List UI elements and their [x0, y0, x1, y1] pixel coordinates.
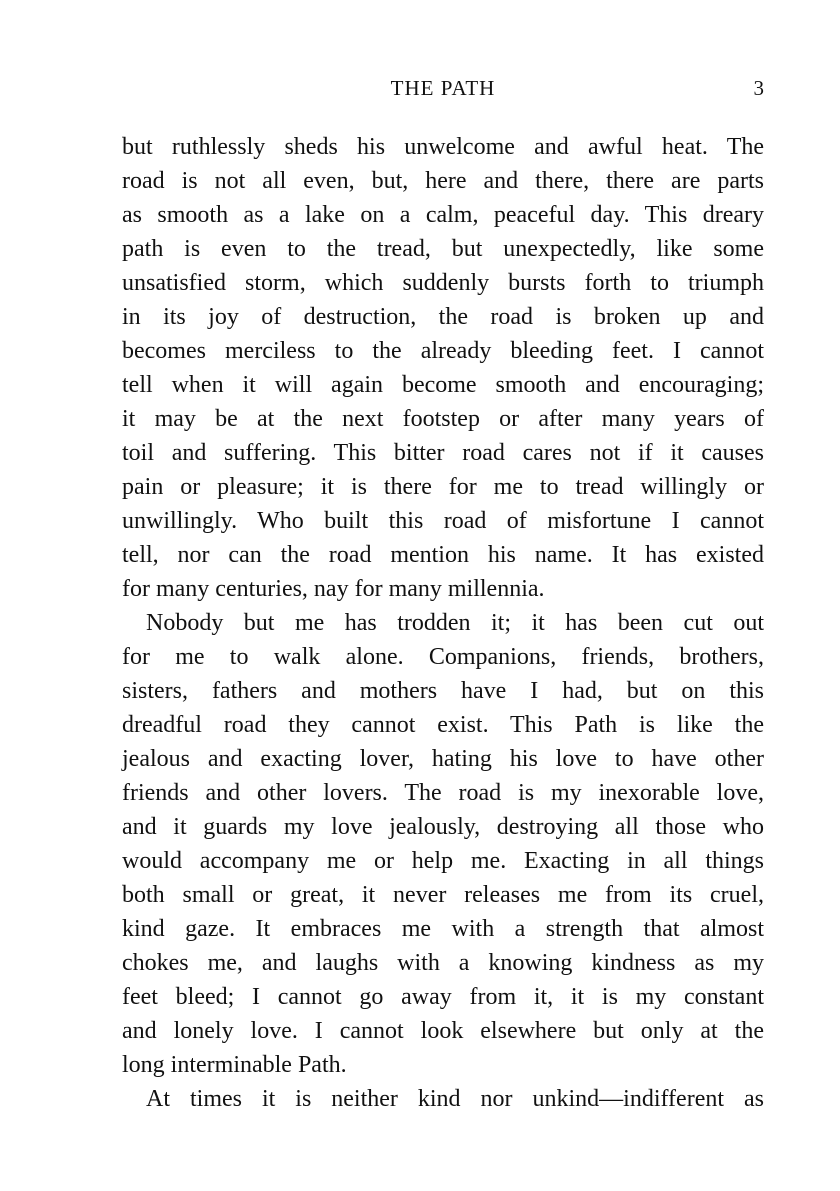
page-number: 3: [753, 76, 764, 100]
paragraph-2: [122, 606, 764, 1082]
text-line: would accompany me or help me. Exacting in all things: [122, 848, 764, 874]
text-line: unsatisfied storm, which suddenly bursts forth to triumph: [122, 270, 764, 296]
text-line: tell when it will again become smooth and encouraging;: [122, 372, 764, 398]
text-line: dreadful road they cannot exist. This Path is like the: [122, 712, 764, 738]
text-line: and lonely love. I cannot look elsewhere but only at the: [122, 1018, 764, 1044]
text-line: becomes merciless to the already bleeding feet. I cannot: [122, 338, 764, 364]
text-line: but ruthlessly sheds his unwelcome and awful heat. The: [122, 134, 764, 160]
text-line: At times it is neither kind nor unkind—indifferent as: [146, 1086, 764, 1112]
text-line: feet bleed; I cannot go away from it, it is my constant: [122, 984, 764, 1010]
text-line: road is not all even, but, here and there, there are parts: [122, 168, 764, 194]
text-line: for me to walk alone. Companions, friends, brothers,: [122, 644, 764, 670]
text-line: in its joy of destruction, the road is broken up and: [122, 304, 764, 330]
text-line: kind gaze. It embraces me with a strength that almost: [122, 916, 764, 942]
text-line: as smooth as a lake on a calm, peaceful day. This dreary: [122, 202, 764, 228]
text-line: unwillingly. Who built this road of misfortune I cannot: [122, 508, 764, 534]
text-line: for many centuries, nay for many millennia.: [122, 576, 545, 602]
text-line: Nobody but me has trodden it; it has been cut out: [146, 610, 764, 636]
text-line: friends and other lovers. The road is my inexorable love,: [122, 780, 764, 806]
body-text: [122, 130, 764, 1116]
paragraph-1: [122, 130, 764, 606]
text-line: pain or pleasure; it is there for me to tread willingly or: [122, 474, 764, 500]
paragraph-3: [122, 1082, 764, 1116]
text-line: it may be at the next footstep or after many years of: [122, 406, 764, 432]
text-line: long interminable Path.: [122, 1052, 347, 1078]
running-title: THE PATH: [390, 76, 496, 100]
text-line: path is even to the tread, but unexpectedly, like some: [122, 236, 764, 262]
running-head: [122, 73, 764, 103]
text-line: tell, nor can the road mention his name. It has existed: [122, 542, 764, 568]
text-line: sisters, fathers and mothers have I had, but on this: [122, 678, 764, 704]
text-line: and it guards my love jealously, destroying all those who: [122, 814, 764, 840]
text-line: both small or great, it never releases me from its cruel,: [122, 882, 764, 908]
text-line: jealous and exacting lover, hating his love to have other: [122, 746, 764, 772]
text-line: chokes me, and laughs with a knowing kindness as my: [122, 950, 764, 976]
text-line: toil and suffering. This bitter road cares not if it causes: [122, 440, 764, 466]
